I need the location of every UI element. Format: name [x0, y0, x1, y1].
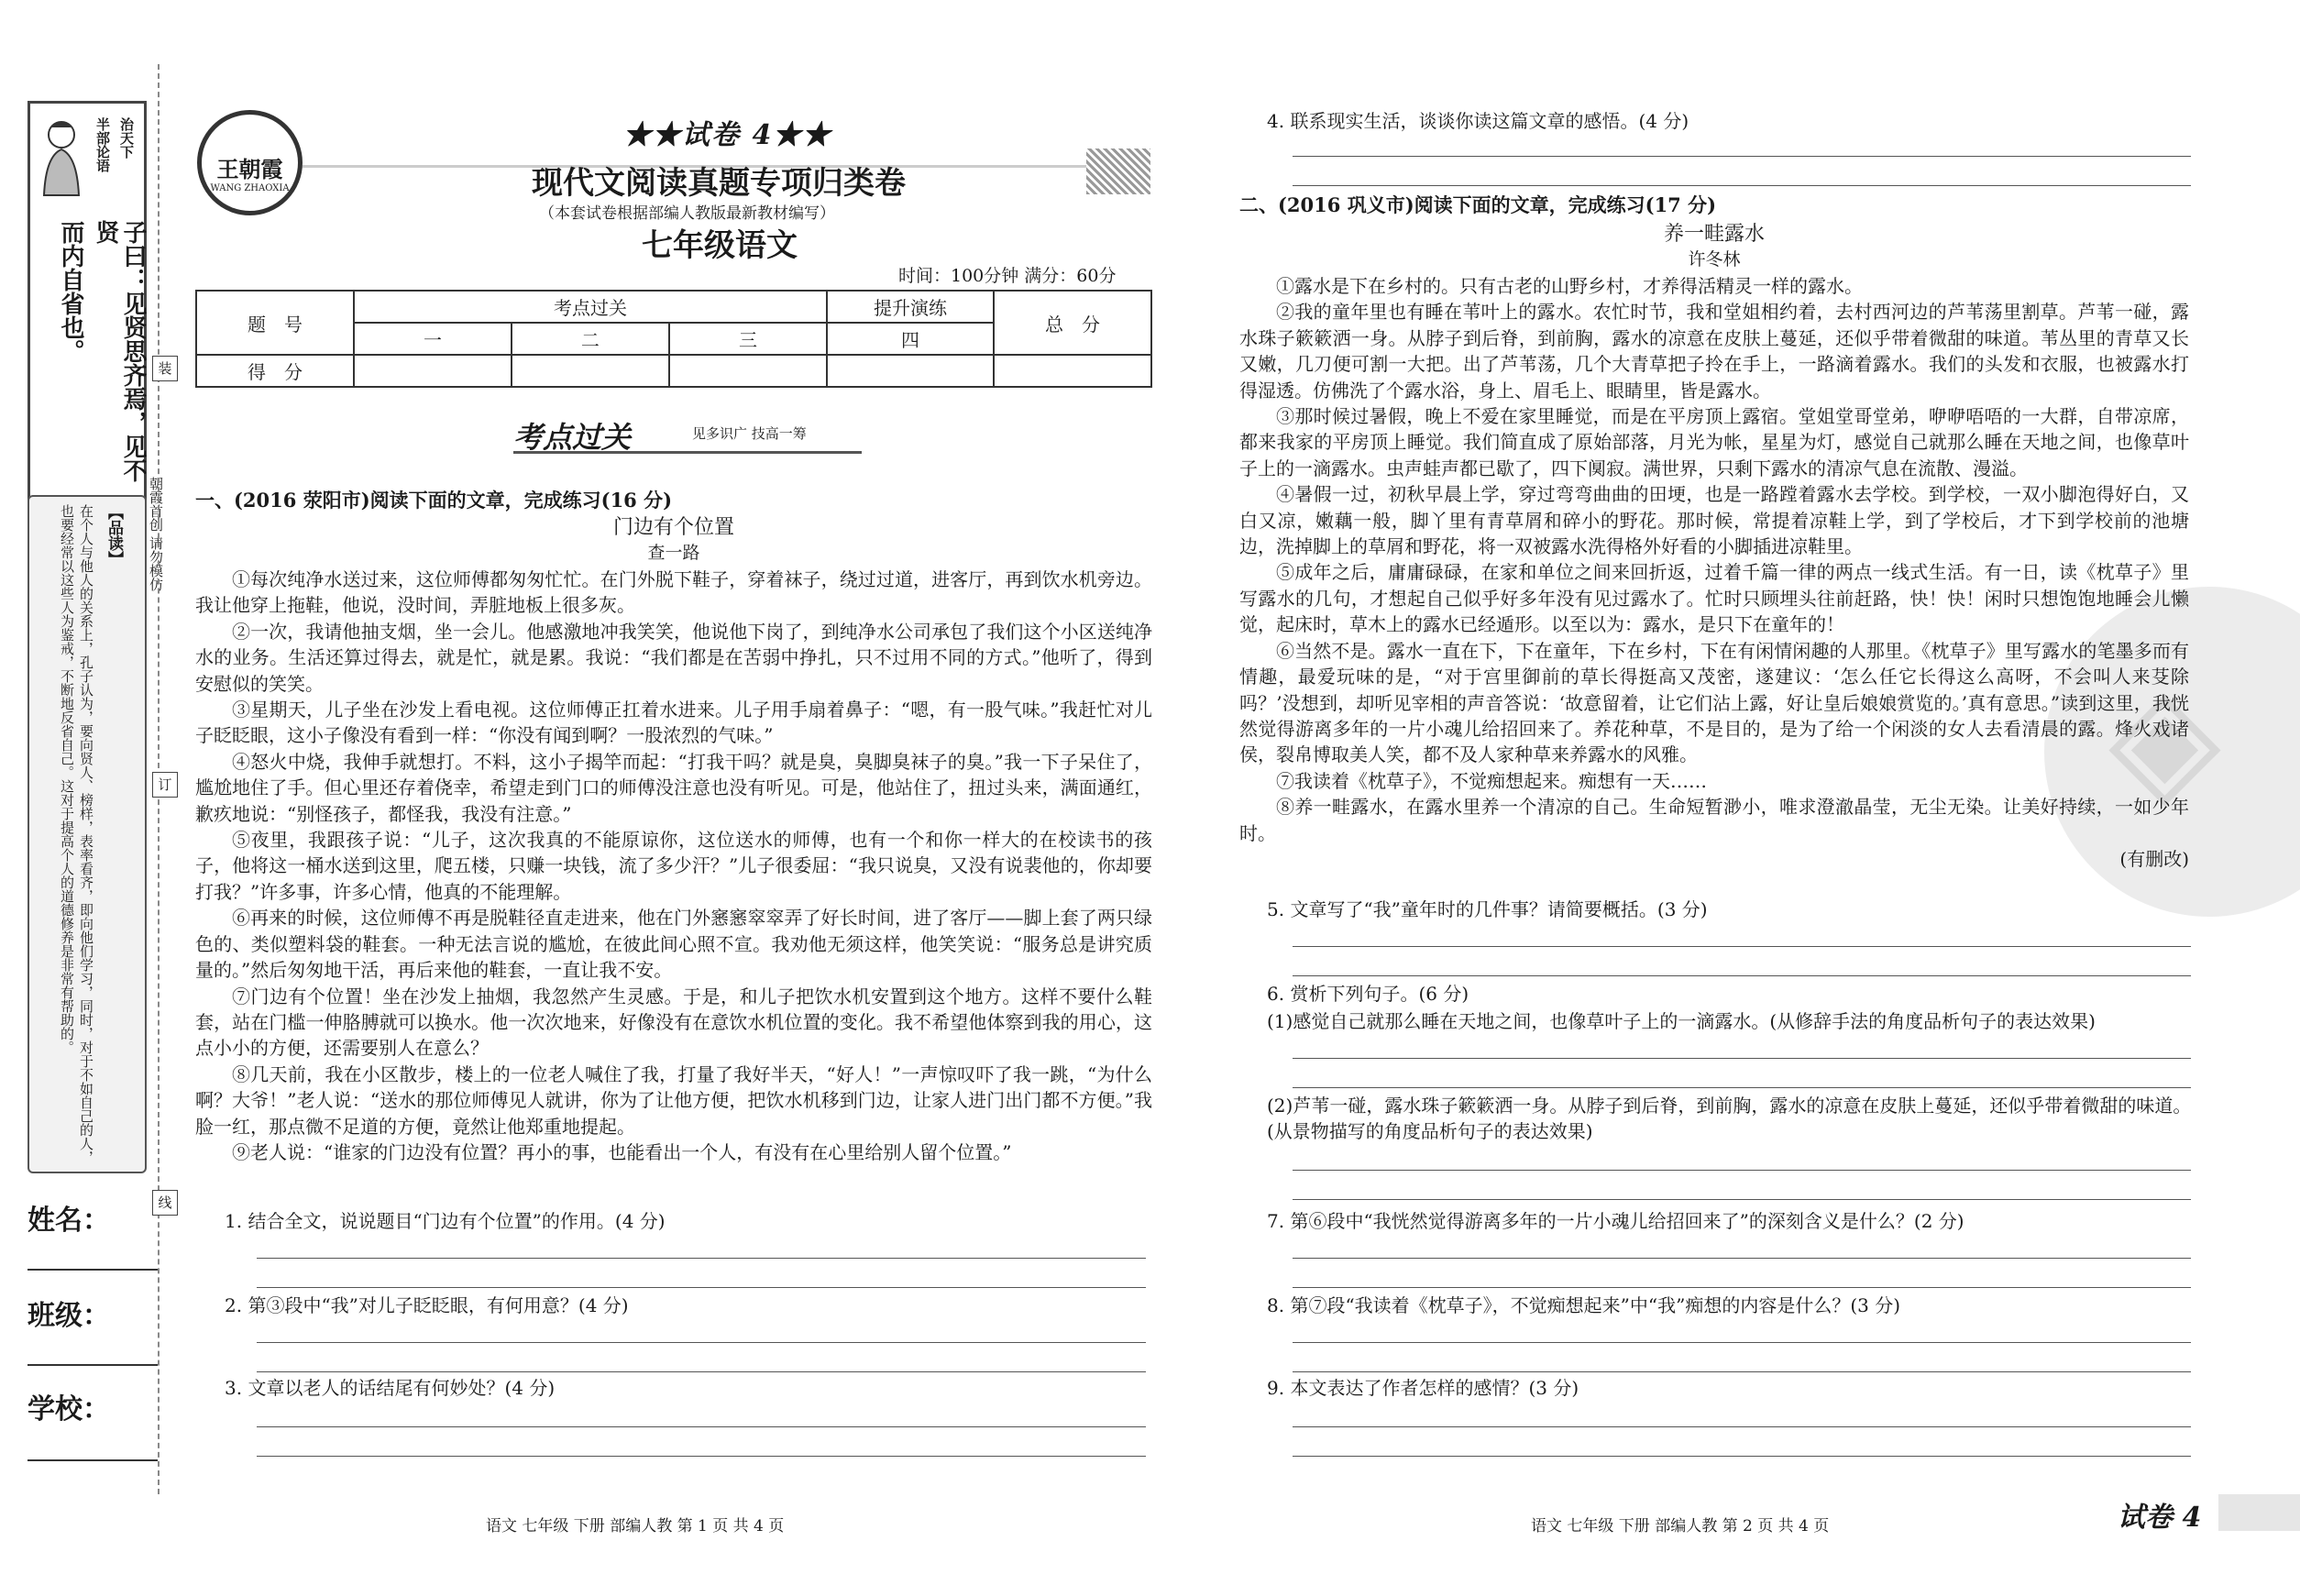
score-cell[interactable] [827, 355, 994, 387]
question-9: 9. 本文表达了作者怎样的感情？(3 分) [1267, 1377, 1579, 1399]
answer-line[interactable] [1293, 1426, 2191, 1427]
quote-line-2: 而内自省也。 [57, 220, 84, 363]
score-cell[interactable] [669, 355, 827, 387]
question-6-2: (2)芦苇一碰，露水珠子簌簌洒一身。从脖子到后脊，到前胸，露水的凉意在皮肤上蔓延，还似乎带着微甜的味道。(从景物描写的角度品析句子的表达效果) [1267, 1095, 2192, 1142]
answer-line[interactable] [257, 1371, 1146, 1372]
time-info: 时间：100分钟 满分：60分 [898, 266, 1117, 286]
class-field[interactable] [28, 1364, 158, 1366]
paragraph: ⑥当然不是。露水一直在下，下在童年，下在乡村，下在有闲情闲趣的人那里。《枕草子》里写露水的笔墨多而有情趣，最爱玩味的是，“对于宫里御前的草长得挺高又茂密，遂建议：‘怎么任它长得这么高呀，不会叫人来芟除吗？’没想到，却听见宰相的声音答说：‘故意留着，让它们沾上露，好让皇后娘娘赏览的。’真有意思。”读到这里，我恍然觉得游离多年的一片小魂儿给招回来了。养花种草，不是目的，是为了给一个闲淡的女人去看清晨的露。烽火戏诸侯，裂帛博取美人笑，都不及人家种草来养露水的风雅。 [1239, 639, 2189, 766]
article-1-body [195, 567, 1152, 1165]
answer-line[interactable] [1293, 185, 2191, 186]
paragraph: ⑧几天前，我在小区散步，楼上的一位老人喊住了我，打量了我好半天，“好人！”一声惊叹吓了我一跳，“为什么啊？大爷！”老人说：“送水的那位师傅见人就讲，你为了让他方便，把饮水机移到门边，让家人进门出门都不方便。”我脸一红，那点微不足道的方便，竟然让他郑重地提起。 [195, 1062, 1152, 1138]
answer-line[interactable] [257, 1456, 1146, 1457]
answer-line[interactable] [1293, 156, 2191, 157]
paragraph: ②我的童年里也有睡在苇叶上的露水。农忙时节，我和堂姐相约着，去村西河边的芦苇荡里割草。芦苇一碰，露水珠子簌簌洒一身。从脖子到后脊，到前胸，露水的凉意在皮肤上蔓延，还似乎带着微甜的味道。苇丛里的青草又长又嫩，几刀便可割一大把。出了芦苇荡，几个大青草把子拎在手上，一路滴着露水。我们的头发和衣服，也被露水打得湿透。仿佛洗了个露水浴，身上、眉毛上、眼睛里，皆是露水。 [1239, 301, 2189, 402]
brand-logo: 王朝霞 WANG ZHAOXIA [197, 110, 303, 215]
watermark-glyph: ◈ [2108, 651, 2222, 823]
article-1-author: 查一路 [647, 543, 700, 563]
edit-note: (有删改) [2119, 847, 2189, 870]
paragraph: ④暑假一过，初秋早晨上学，穿过弯弯曲曲的田埂，也是一路蹚着露水去学校。到学校，一双小脚泡得好白，又白又凉，嫩藕一般，脚丫里有青草屑和碎小的野花。那时候，常提着凉鞋上学，到了学校后，才下到学校前的池塘边，洗掉脚上的草屑和野花，将一双被露水洗得格外好看的小脚插进凉鞋里。 [1239, 483, 2189, 558]
class-label: 班级： [28, 1300, 110, 1332]
score-table: 题 号 考点过关 提升演练 总 分 一 二 三 四 得 分 [195, 290, 1152, 388]
school-field[interactable] [28, 1459, 158, 1461]
question-2: 2. 第③段中“我”对儿子眨眨眼，有何用意？(4 分) [225, 1294, 629, 1316]
commentary-text: 在个人与他人的关系上，孔子认为，要向贤人、榜样，表率看齐，即向他们学习，同时，对于不如自己的人，也要经常以这些人为鉴戒，不断地反省自己。这对于提高个人的道德修养是非常有帮助的。 [59, 504, 94, 1164]
answer-line[interactable] [1293, 946, 2191, 947]
answer-line[interactable] [1293, 1456, 2191, 1457]
score-cell[interactable] [354, 355, 512, 387]
paragraph: ③星期天，儿子坐在沙发上看电视。这位师傅正扛着水进来。儿子用手扇着鼻子：“嗯，有一股气味。”我赶忙对儿子眨眨眼，这小子像没有看到一样：“你没有闻到啊？一股浓烈的气味。” [195, 699, 1152, 747]
question-1: 1. 结合全文，说说题目“门边有个位置”的作用。(4 分) [225, 1210, 666, 1232]
question-6-1: (1)感觉自己就那么睡在天地之间，也像草叶子上的一滴露水。(从修辞手法的角度品析句子的表达效果) [1267, 1010, 2096, 1032]
answer-line[interactable] [1293, 1087, 2191, 1088]
paragraph: ③那时候过暑假，晚上不爱在家里睡觉，而是在平房顶上露宿。堂姐堂哥堂弟，咿咿唔唔的一大群，自带凉席，都来我家的平房顶上睡觉。我们简直成了原始部落，月光为帐，星星为灯，感觉自己就那么睡在天地之间，也像草叶子上的一滴露水。虫声蛙声都已歇了，四下阒寂。满世界，只剩下露水的清凉气息在流散、漫溢。 [1239, 405, 2189, 479]
score-cell[interactable] [512, 355, 669, 387]
answer-line[interactable] [1293, 1170, 2191, 1171]
quote-line-1: 子曰：见贤思齐焉，见不贤 [92, 220, 147, 482]
answer-line[interactable] [257, 1258, 1146, 1259]
paragraph: ⑤夜里，我跟孩子说：“儿子，这次我真的不能原谅你，这位送水的师傅，也有一个和你一样大的在校读书的孩子，他将这一桶水送到这里，爬五楼，只赚一块钱，流了多少汗？”儿子很委屈：“我只说臭，又没有说裴他的，你却要打我？”许多事，许多心情，他真的不能理解。 [195, 829, 1152, 903]
paper-number: ★★试卷 4★★ [623, 119, 832, 151]
answer-line[interactable] [1293, 1342, 2191, 1343]
answer-line[interactable] [1293, 1371, 2191, 1372]
answer-line[interactable] [257, 1426, 1146, 1427]
paragraph: ⑦我读着《枕草子》，不觉痴想起来。痴想有一天…… [1276, 769, 1707, 792]
paragraph: ⑦门边有个位置！坐在沙发上抽烟，我忽然产生灵感。于是，和儿子把饮水机安置到这个地方。这样不要什么鞋套，站在门槛一伸胳膊就可以换水。他一次次地来，好像没有在意饮水机位置的变化。我不希望他体察到我的用心，这点小小的方便，还需要别人在意么？ [195, 985, 1152, 1060]
question-6: 6. 赏析下列句子。(6 分) [1267, 983, 1469, 1005]
answer-line[interactable] [1293, 1199, 2191, 1200]
answer-line[interactable] [1293, 975, 2191, 976]
side-motto: 朝霞首创 请勿模仿 [148, 477, 164, 591]
paragraph: ④怒火中烧，我伸手就想打。不料，这小子揭竿而起：“打我干吗？就是臭，臭脚臭袜子的臭。”我一下子呆住了，尴尬地住了手。但心里还存着侥幸，希望走到门口的师傅没注意也没有听见。可是，他站住了，扭过头来，满面通红，歉疚地说：“别怪孩子，都怪我，我没有注意。” [195, 750, 1152, 825]
grade-title: 七年级语文 [642, 227, 798, 264]
article-2-title: 养一畦露水 [1663, 223, 1765, 246]
article-2-body [1239, 273, 2189, 872]
paragraph: ①每次纯净水送过来，这位师傅都匆匆忙忙。在门外脱下鞋子，穿着袜子，绕过过道，进客厅，再到饮水机旁边。我让他穿上拖鞋，他说，没时间，弄脏地板上很多灰。 [195, 568, 1152, 617]
footer-right: 语文 七年级 下册 部编人教 第 2 页 共 4 页 [1531, 1517, 1830, 1535]
answer-line[interactable] [1293, 1258, 2191, 1259]
section-banner: 考点过关 [513, 420, 632, 455]
answer-line[interactable] [257, 1287, 1146, 1288]
corner-paper-no: 试卷 4 [2118, 1502, 2202, 1534]
section-1-heading: 一、(2016 荥阳市)阅读下面的文章，完成练习(16 分) [195, 489, 673, 512]
cut-label: 订 [152, 772, 178, 798]
banner-underline [513, 451, 862, 454]
article-1-title: 门边有个位置 [612, 516, 734, 539]
sage-icon [35, 115, 88, 197]
header-pattern [1086, 149, 1150, 194]
series-title: 半部论语 [94, 117, 111, 172]
score-cell[interactable] [994, 355, 1151, 387]
question-8: 8. 第⑦段“我读着《枕草子》，不觉痴想起来”中“我”痴想的内容是什么？(3 分) [1267, 1294, 1901, 1316]
question-7: 7. 第⑥段中“我恍然觉得游离多年的一片小魂儿给招回来了”的深刻含义是什么？(2 分) [1267, 1210, 1964, 1232]
paragraph: ⑥再来的时候，这位师傅不再是脱鞋径直走进来，他在门外窸窸窣窣弄了好长时间，进了客厅——脚上套了两只绿色的、类似塑料袋的鞋套。一种无法言说的尴尬，在彼此间心照不宣。我劝他无须这样，他笑笑说：“服务总是讲究质量的。”然后匆匆地干活，再后来他的鞋套，一直让我不安。 [195, 907, 1152, 982]
answer-line[interactable] [1293, 1058, 2191, 1059]
paragraph: ⑨老人说：“谁家的门边没有位置？再小的事，也能看出一个人，有没有在心里给别人留个位置。” [232, 1140, 1012, 1163]
series-title-2: 治天下 [118, 117, 135, 159]
question-4: 4. 联系现实生活，谈谈你读这篇文章的感悟。(4 分) [1267, 110, 1689, 132]
commentary-label: 【品读】 [105, 504, 123, 567]
school-label: 学校： [28, 1393, 110, 1425]
page-title: 现代文阅读真题专项归类卷 [532, 165, 906, 202]
name-label: 姓名： [28, 1205, 110, 1237]
paragraph: ⑧养一畦露水，在露水里养一个清凉的自己。生命短暂渺小，唯求澄澈晶莹，无尘无染。让美好持续，一如少年时。 [1239, 796, 2189, 844]
paragraph: ①露水是下在乡村的。只有古老的山野乡村，才养得活精灵一样的露水。 [1276, 275, 1863, 297]
answer-line[interactable] [1293, 1287, 2191, 1288]
answer-line[interactable] [257, 1342, 1146, 1343]
article-2-author: 许冬林 [1688, 249, 1741, 270]
question-3: 3. 文章以老人的话结尾有何妙处？(4 分) [225, 1377, 556, 1399]
edition-note: （本套试卷根据部编人教版最新教材编写） [539, 204, 835, 223]
cut-label: 线 [152, 1190, 178, 1216]
name-field[interactable] [28, 1269, 158, 1271]
paragraph: ②一次，我请他抽支烟，坐一会儿。他感激地冲我笑笑，他说他下岗了，到纯净水公司承包了我们这个小区送纯净水的业务。生活还算过得去，就是忙，就是累。我说：“我们都是在苦弱中挣扎，只不过用不同的方式。”他听了，得到安慰似的笑笑。 [195, 620, 1152, 695]
cut-label: 装 [152, 356, 178, 381]
footer-left: 语文 七年级 下册 部编人教 第 1 页 共 4 页 [486, 1517, 785, 1535]
paragraph: ⑤成年之后，庸庸碌碌，在家和单位之间来回折返，过着千篇一律的两点一线式生活。有一日，读《枕草子》里写露水的几句，才想起自己似乎好多年没有见过露水了。忙时只顾埋头往前赶路，快！快！闲时只想饱饱地睡会儿懒觉，起床时，草木上的露水已经遁形。以至以为：露水，是只下在童年的！ [1239, 561, 2189, 636]
section-banner-sub: 见多识广 技高一筹 [692, 425, 807, 442]
section-2-heading: 二、(2016 巩义市)阅读下面的文章，完成练习(17 分) [1239, 193, 1717, 216]
corner-band [2218, 1494, 2300, 1531]
question-5: 5. 文章写了“我”童年时的几件事？请简要概括。(3 分) [1267, 898, 1708, 920]
